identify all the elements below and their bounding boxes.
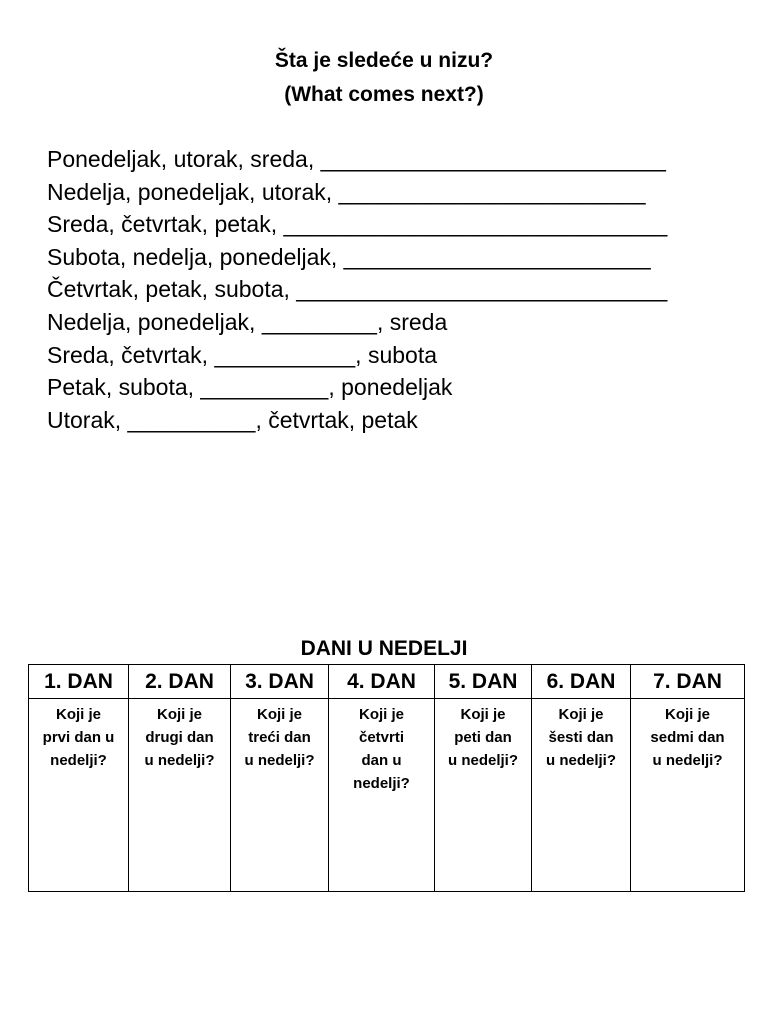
- answer-cell[interactable]: [532, 699, 631, 892]
- day-header: 6. DAN: [532, 665, 631, 699]
- question-line: Koji je: [558, 706, 604, 723]
- day-header: 2. DAN: [129, 665, 231, 699]
- question-line: treći dan: [248, 729, 311, 746]
- question-line: dan u: [361, 752, 402, 769]
- sequence-line: Utorak, __________, četvrtak, petak: [47, 406, 418, 433]
- question-line: u nedelji?: [545, 752, 616, 769]
- answer-cell[interactable]: [435, 699, 532, 892]
- days-of-week-table: [28, 664, 745, 892]
- question-line: peti dan: [454, 729, 512, 746]
- table-header-row: [29, 665, 745, 699]
- question-line: sedmi dan: [650, 729, 725, 746]
- question-line: Koji je: [256, 706, 302, 723]
- answer-cell[interactable]: [129, 699, 231, 892]
- sequence-line: Subota, nedelja, ponedeljak, ________________________: [47, 243, 651, 270]
- question-line: prvi dan u: [42, 729, 115, 746]
- question-line: nedelji?: [50, 752, 107, 769]
- day-header: 5. DAN: [435, 665, 532, 699]
- table-title: DANI U NEDELJI: [300, 637, 468, 660]
- answer-cell[interactable]: [231, 699, 329, 892]
- table-row: [29, 699, 745, 892]
- question-line: četvrti: [358, 729, 405, 746]
- worksheet-subtitle: (What comes next?): [284, 83, 484, 106]
- day-header: 1. DAN: [29, 665, 129, 699]
- sequence-line: Sreda, četvrtak, ___________, subota: [47, 341, 438, 368]
- question-line: drugi dan: [145, 729, 214, 746]
- worksheet-title: Šta je sledeće u nizu?: [274, 49, 494, 72]
- day-header: 3. DAN: [231, 665, 329, 699]
- answer-cell[interactable]: [631, 699, 745, 892]
- sequence-line: Četvrtak, petak, subota, _____________________________: [47, 276, 668, 303]
- sequence-line: Sreda, četvrtak, petak, ______________________________: [47, 211, 668, 238]
- question-line: Koji je: [358, 706, 404, 723]
- question-line: u nedelji?: [652, 752, 723, 769]
- question-line: u nedelji?: [144, 752, 215, 769]
- question-line: Koji je: [156, 706, 202, 723]
- question-line: Koji je: [55, 706, 101, 723]
- sequence-list: [47, 143, 747, 436]
- sequence-line: Nedelja, ponedeljak, utorak, ________________________: [47, 178, 646, 205]
- sequence-line: Nedelja, ponedeljak, _________, sreda: [47, 308, 448, 335]
- question-line: Koji je: [460, 706, 506, 723]
- day-header: 7. DAN: [631, 665, 745, 699]
- question-line: u nedelji?: [447, 752, 518, 769]
- sequence-line: Ponedeljak, utorak, sreda, ___________________________: [47, 146, 666, 172]
- question-line: u nedelji?: [244, 752, 315, 769]
- question-line: Koji je: [664, 706, 710, 723]
- question-line: šesti dan: [548, 729, 614, 746]
- sequence-line: Petak, subota, __________, ponedeljak: [47, 374, 453, 401]
- answer-cell[interactable]: [329, 699, 435, 892]
- question-line: nedelji?: [353, 775, 410, 792]
- day-header: 4. DAN: [329, 665, 435, 699]
- answer-cell[interactable]: [29, 699, 129, 892]
